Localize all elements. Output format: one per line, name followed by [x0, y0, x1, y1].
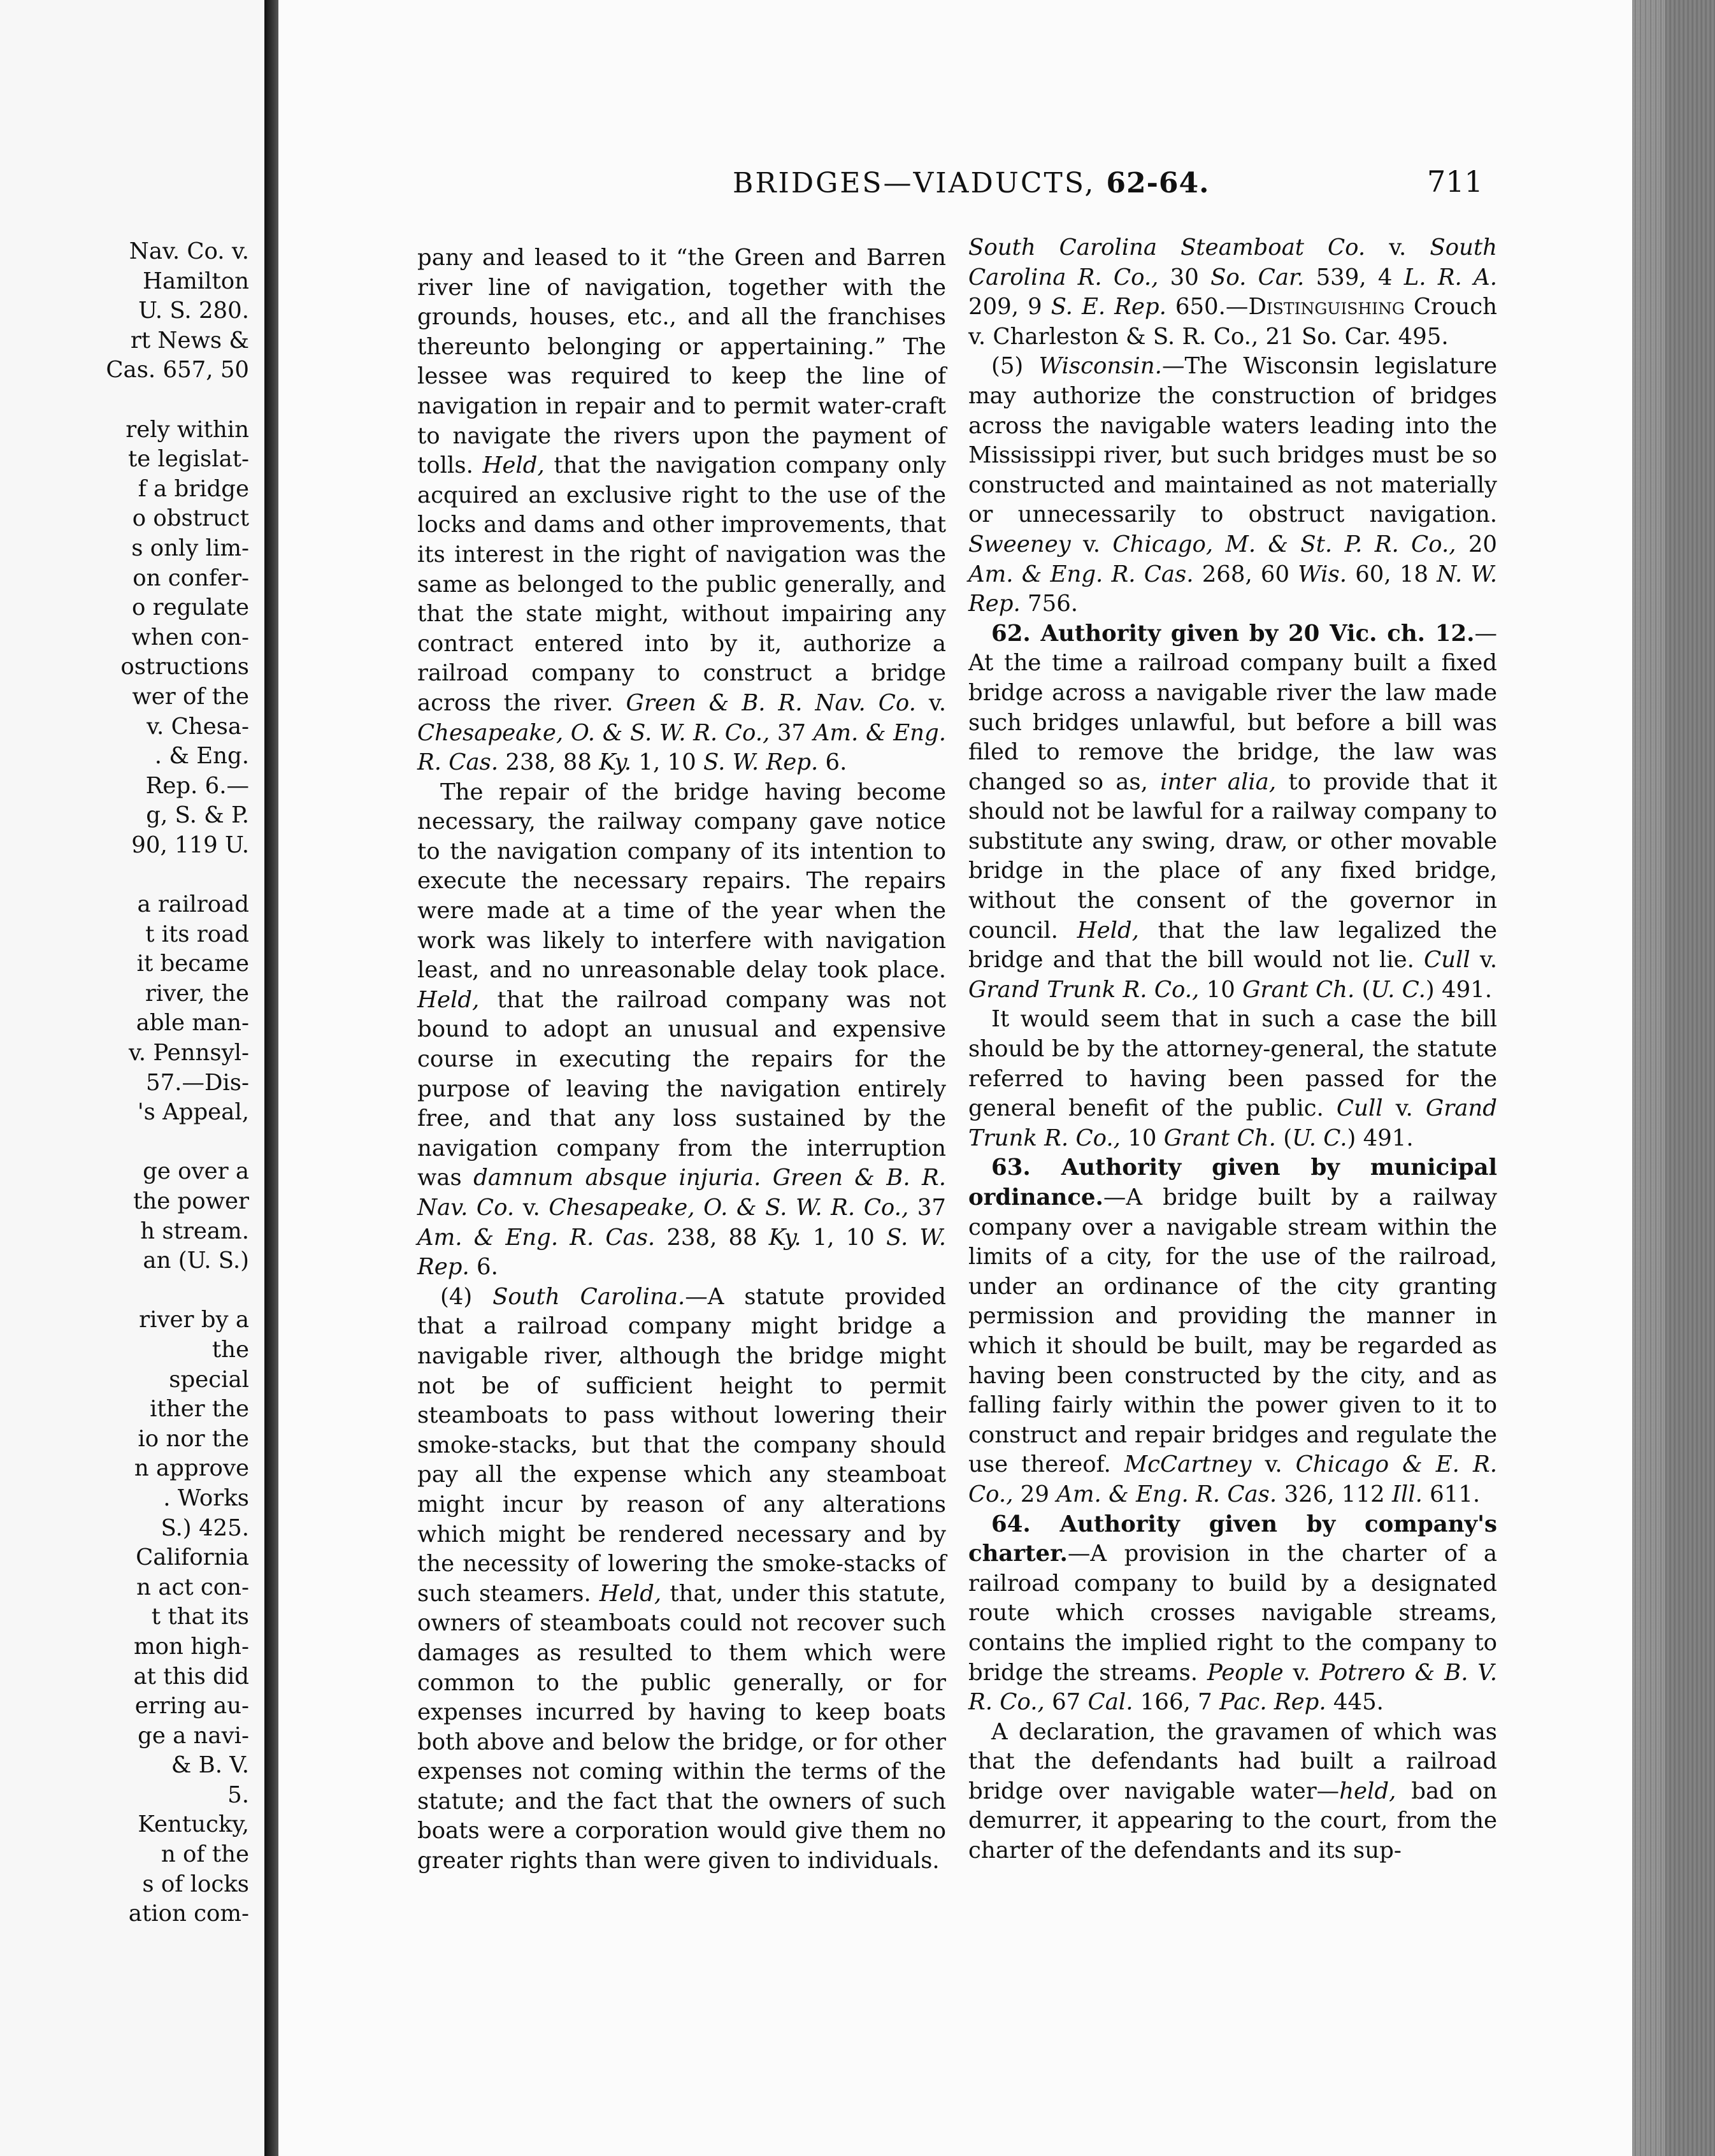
left-page-line: . Works [163, 1484, 249, 1511]
left-page-line: n approve [134, 1455, 249, 1482]
left-page-line: o obstruct [132, 505, 249, 532]
left-page-line: Rep. 6.— [145, 772, 249, 799]
left-page-line [0, 1276, 249, 1306]
left-page-line: the power [133, 1188, 249, 1214]
left-page-line [0, 1128, 249, 1158]
left-page-line: Cas. 657, 50 [106, 357, 249, 384]
left-page-line: h stream. [140, 1218, 249, 1244]
paragraph: The repair of the bridge having become necessary, the railway company gave notice to the navigation company of its intention to execute the necessary repairs. The repairs were made at a time of the year when the work was likely to interfere with navigation least, and no unreasonable delay took place. Held, that the railroad company was not bound to adopt an unusual and expensive course in executing the repairs for the purpose of leaving the navigation entirely free, and that any loss sustained by the navigation company from the interruption was damnum absque injuria. Green & B. R. Nav. Co. v. Chesapeake, O. & S. W. R. Co., 37 Am. & Eng. R. Cas. 238, 88 Ky. 1, 10 S. W. Rep. 6. [417, 779, 946, 1281]
left-page-line: n act con- [136, 1574, 249, 1600]
left-page-line: v. Chesa- [147, 713, 249, 740]
left-page-line: f a bridge [138, 475, 249, 502]
paragraph: A declaration, the gravamen of which was that the defendants had built a railroad bridge over navigable water—held, bad on demurrer, it appearing to the court, from the charter of the defendants and its sup- [968, 1718, 1497, 1864]
left-page-line: when con- [131, 624, 249, 650]
left-page-line: S.) 425. [161, 1514, 249, 1541]
left-page-line: 5. [227, 1781, 249, 1808]
left-page-line: ostructions [120, 654, 249, 680]
left-facing-page [0, 0, 264, 2156]
left-page-line: . & Eng. [154, 743, 249, 770]
text-column-right [968, 233, 1497, 1866]
left-page-line: it became [136, 951, 249, 977]
paragraph: (4) South Carolina.—A statute provided that a railroad company might bridge a navigable river, although the bridge might not be of sufficient height to permit steamboats to pass without lowering their smoke-stacks, but that the company should pay all the expense which any steamboat might incur by reason of any alterations which might be rendered necessary and by the necessity of lowering the smoke-stacks of such steamers. Held, that, under this statute, owners of steamboats could not recover such damages as resulted to them which were common to the public generally, or for expenses incurred by having to keep boats both above and below the bridge, or for other expenses not coming within the terms of the statute; and the fact that the owners of such boats were a corporation would give them no greater rights than were given to individuals. [417, 1283, 947, 1874]
section-heading: 63. Authority given by municipal ordinance. [968, 1154, 1497, 1211]
left-page-line: 's Appeal, [137, 1099, 249, 1126]
left-page-line: n of the [161, 1841, 249, 1868]
left-page-line: Hamilton [143, 268, 249, 294]
left-page-line: te legislat- [128, 446, 249, 473]
left-page-line: erring au- [134, 1693, 249, 1720]
left-page-line: an (U. S.) [143, 1247, 249, 1274]
left-page-line: U. S. 280. [138, 298, 249, 324]
left-page-line: rely within [126, 416, 249, 443]
left-page-line: river, the [145, 980, 249, 1007]
left-page-line: Kentucky, [138, 1811, 249, 1838]
left-page-line: mon high- [134, 1633, 249, 1660]
section-heading: 64. Authority given by company's charter. [968, 1511, 1497, 1567]
left-page-line: 57.—Dis- [146, 1069, 249, 1096]
left-page-line: ither the [150, 1396, 249, 1423]
left-page-line: able man- [136, 1010, 249, 1037]
left-page-line: s only lim- [131, 535, 249, 561]
book-gutter [264, 0, 278, 2156]
left-page-line: t that its [151, 1604, 249, 1630]
left-page-line: at this did [133, 1663, 249, 1690]
paragraph: pany and leased to it “the Green and Barren river line of navigation, together with the grounds, houses, etc., and all the franchises thereunto belonging or appertaining.” The lessee was required to keep the line of navigation in repair and to permit water-craft to navigate the rivers upon the payment of tolls. Held, that the navigation company only acquired an exclusive right to the use of the locks and dams and other improvements, that its interest in the right of navigation was the same as belonged to the public generally, and that the state might, without impairing any contract entered into by it, authorize a railroad company to construct a bridge across the river. Green & B. R. Nav. Co. v. Chesapeake, O. & S. W. R. Co., 37 Am. & Eng. R. Cas. 238, 88 Ky. 1, 10 S. W. Rep. 6. [417, 245, 947, 776]
left-page-line: 90, 119 U. [131, 831, 249, 858]
page-edges [1632, 0, 1715, 2156]
left-page-line: Nav. Co. v. [129, 238, 249, 264]
paragraph: It would seem that in such a case the bill should be by the attorney-general, the statute referred to having been passed for the general benefit of the public. Cull v. Grand Trunk R. Co., 10 Grant Ch. (U. C.) 491. [968, 1006, 1498, 1151]
left-page-line: special [169, 1366, 249, 1393]
left-page-line: California [136, 1544, 249, 1571]
left-page-line: wer of the [132, 683, 249, 710]
section-range: 62-64. [1106, 167, 1210, 199]
section-62: 62. Authority given by 20 Vic. ch. 12.—At the time a railroad company built a fixed bridge across a navigable river the law made such bridges unlawful, but before a bill was filed to remove the bridge, the law was changed so as, inter alia, to provide that it should not be lawful for a railway company to substitute any swing, draw, or other movable bridge in the place of any fixed bridge, without the consent of the governor in council. Held, that the law legalized the bridge and that the bill would not lie. Cull v. Grand Trunk R. Co., 10 Grant Ch. (U. C.) 491. [968, 620, 1498, 1003]
text-column-left [417, 243, 946, 1876]
left-page-line [0, 860, 249, 890]
section-64: 64. Authority given by company's charter.—A provision in the charter of a railroad company to build by a designated route which crosses navigable streams, contains the implied right to the company to bridge the streams. People v. Potrero & B. V. R. Co., 67 Cal. 166, 7 Pac. Rep. 445. [968, 1511, 1498, 1716]
section-heading: 62. Authority given by 20 Vic. ch. 12. [991, 620, 1475, 647]
left-page-line: the [212, 1336, 249, 1363]
paragraph: South Carolina Steamboat Co. v. South Carolina R. Co., 30 So. Car. 539, 4 L. R. A. 209, 9 S. E. Rep. 650.—Distinguishing Crouch v. Charleston & S. R. Co., 21 So. Car. 495. [968, 234, 1498, 350]
left-page-line: s of locks [142, 1871, 249, 1897]
left-page-line [0, 385, 249, 415]
left-page-line: t its road [145, 921, 249, 947]
page-number: 711 [1427, 164, 1483, 199]
left-page-line: on confer- [133, 564, 249, 591]
left-page-line: v. Pennsyl- [128, 1040, 249, 1067]
running-head: BRIDGES—VIADUCTS, 62-64. [733, 167, 1210, 199]
left-page-line: river by a [139, 1307, 249, 1333]
left-page-line: io nor the [138, 1425, 249, 1452]
left-page-line: & B. V. [171, 1752, 249, 1779]
left-page-line: ge a navi- [138, 1722, 249, 1749]
left-page-line: g, S. & P. [146, 802, 249, 829]
left-page-line: ge over a [143, 1158, 249, 1185]
left-page-line: rt News & [130, 327, 249, 354]
left-page-line: a railroad [137, 891, 249, 918]
left-page-text [0, 237, 249, 1929]
section-63: 63. Authority given by municipal ordinance.—A bridge built by a railway company over a navigable stream within the limits of a city, for the use of the railroad, under an ordinance of the city granting permission and providing the manner in which it should be built, may be regarded as having been constructed by the city, and as falling fairly within the power given to it to construct and repair bridges and regulate the use thereof. McCartney v. Chicago & E. R. Co., 29 Am. & Eng. R. Cas. 326, 112 Ill. 611. [968, 1154, 1497, 1507]
left-page-line: o regulate [131, 594, 249, 621]
left-page-line: ation com- [128, 1901, 249, 1927]
paragraph: (5) Wisconsin.—The Wisconsin legislature may authorize the construction of bridges across the navigable waters leading into the Mississippi river, but such bridges must be so constructed and maintained as not materially or unnecessarily to obstruct navigation. Sweeney v. Chicago, M. & St. P. R. Co., 20 Am. & Eng. R. Cas. 268, 60 Wis. 60, 18 N. W. Rep. 756. [968, 353, 1498, 617]
